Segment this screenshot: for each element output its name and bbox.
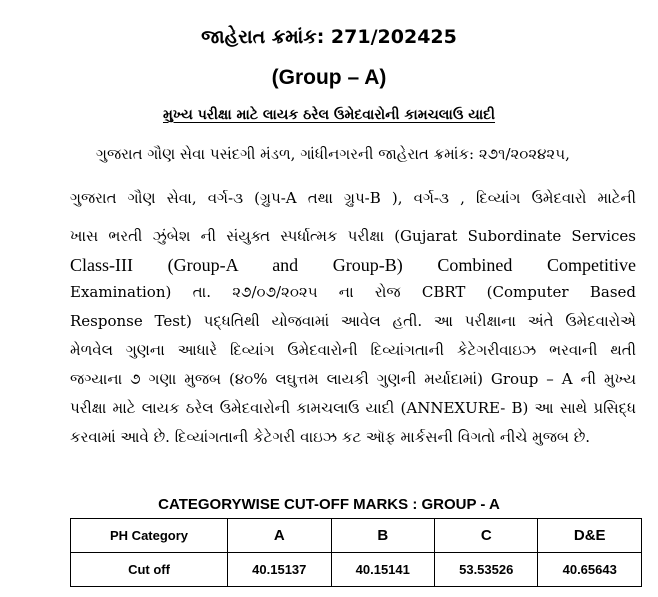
table-header-row xyxy=(71,519,642,553)
body-line-2: ગુજરાત ગૌણ સેવા, વર્ગ-૩ (ગ્રુપ-A તથા ગ્રુપ-B ), વર્ગ-૩ , દિવ્યાંગ ઉમેદવારો માટેની xyxy=(70,189,636,207)
table-row xyxy=(71,553,642,587)
cell-cut-off-d-e: 40.65643 xyxy=(538,553,642,587)
cutoff-table-title: CATEGORYWISE CUT-OFF MARKS : GROUP - A xyxy=(158,496,500,513)
cell-cut-off-c: 53.53526 xyxy=(435,553,538,587)
list-title xyxy=(0,107,658,123)
body-line-5: Examination) તા. ૨૭/૦૭/૨૦૨૫ ના રોજ CBRT (Computer Based xyxy=(70,283,636,301)
header-cell-a: A xyxy=(228,519,331,553)
header-cell-d-e: D&E xyxy=(538,519,642,553)
group-title: (Group – A) xyxy=(271,66,387,89)
header-cell-ph-category: PH Category xyxy=(71,519,228,553)
cell-cut-off-b: 40.15141 xyxy=(331,553,434,587)
body-line-1: ગુજરાત ગૌણ સેવા પસંદગી મંડળ, ગાંધીનગરની જાહેરાત ક્રમાંક: ૨૭૧/૨૦૨૪૨૫, xyxy=(96,145,570,163)
header-cell-c: C xyxy=(435,519,538,553)
cell-cut-off-label: Cut off xyxy=(71,553,228,587)
body-line-4: Class-III (Group-A and Group-B) Combined Competitive xyxy=(70,255,636,275)
cutoff-table xyxy=(70,518,642,587)
cell-cut-off-a: 40.15137 xyxy=(228,553,331,587)
list-title-text: મુખ્ય પરીક્ષા માટે લાયક ઠરેલ ઉમેદવારોની કામચલાઉ યાદી xyxy=(162,107,496,123)
body-line-9: પરીક્ષા માટે લાયક ઠરેલ ઉમેદવારોની કામચલાઉ યાદી (ANNEXURE- B) આ સાથે પ્રસિદ્ધ xyxy=(70,399,636,417)
body-line-10: કરવામાં આવે છે. દિવ્યાંગતાની કેટેગરી વાઇઝ કટ ઑફ માર્કસની વિગતો નીચે મુજબ છે. xyxy=(70,428,591,446)
header-cell-b: B xyxy=(331,519,434,553)
body-line-7: મેળવેલ ગુણના આધારે દિવ્યાંગ ઉમેદવારોની દિવ્યાંગતાની કેટેગરીવાઇઝ ભરવાની થતી xyxy=(70,341,636,359)
body-line-8: જગ્યાના ૭ ગણા મુજબ (૪૦% લઘુત્તમ લાયકી ગુણની મર્યાદામાં) Group – A ની મુખ્ય xyxy=(70,370,636,388)
advertisement-number: જાહેરાત ક્રમાંક: 271/202425 xyxy=(201,26,457,48)
body-line-6: Response Test) પદ્ધતિથી યોજવામાં આવેલ હતી. આ પરીક્ષાના અંતે ઉમેદવારોએ xyxy=(70,312,636,330)
body-line-3: ખાસ ભરતી ઝુંબેશ ની સંયુક્ત સ્પર્ધાત્મક પરીક્ષા (Gujarat Subordinate Services xyxy=(70,227,636,245)
